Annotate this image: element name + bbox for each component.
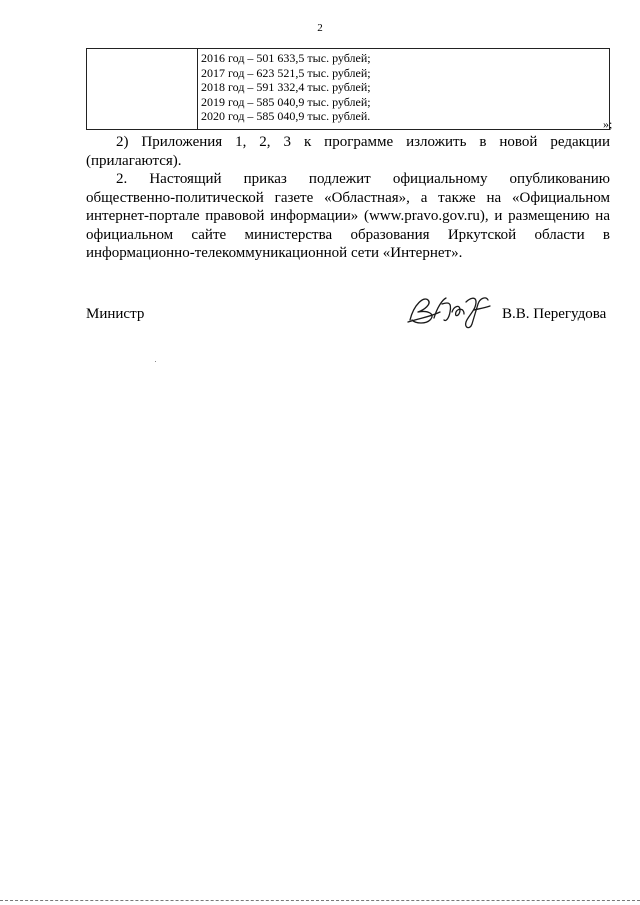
signatory-role: Министр bbox=[86, 306, 145, 322]
scan-speck bbox=[155, 361, 156, 362]
page-bottom-edge bbox=[0, 900, 640, 901]
table-closing-mark: »; bbox=[603, 117, 613, 131]
signatory-name: В.В. Перегудова bbox=[502, 306, 607, 322]
handwritten-signature bbox=[404, 290, 496, 334]
funding-table bbox=[86, 48, 613, 131]
amendment-paragraph: 2) Приложения 1, 2, 3 к программе изложить в новой редакции (прилагаются). bbox=[86, 134, 610, 169]
funding-table-years-cell bbox=[198, 49, 613, 131]
publication-paragraph: 2. Настоящий приказ подлежит официальному опубликованию общественно-политической газете «Областная», а также на «Официальном интернет-портале правовой информации» (www.pravo.gov.ru), и размещению на официальном сайте министерства образования Иркутской области в информационно-телекоммуникационной сети «Интернет». bbox=[86, 171, 610, 261]
year-funding-line: 2020 год – 585 040,9 тыс. рублей. bbox=[201, 109, 371, 124]
funding-table-left-cell bbox=[87, 49, 198, 130]
year-funding-list bbox=[198, 49, 609, 124]
year-funding-line: 2016 год – 501 633,5 тыс. рублей; bbox=[201, 51, 371, 65]
page-number: 2 bbox=[317, 22, 323, 34]
year-funding-line: 2017 год – 623 521,5 тыс. рублей; bbox=[201, 65, 371, 80]
year-funding-line: 2019 год – 585 040,9 тыс. рублей; bbox=[201, 94, 371, 109]
year-funding-line: 2018 год – 591 332,4 тыс. рублей; bbox=[201, 80, 371, 95]
